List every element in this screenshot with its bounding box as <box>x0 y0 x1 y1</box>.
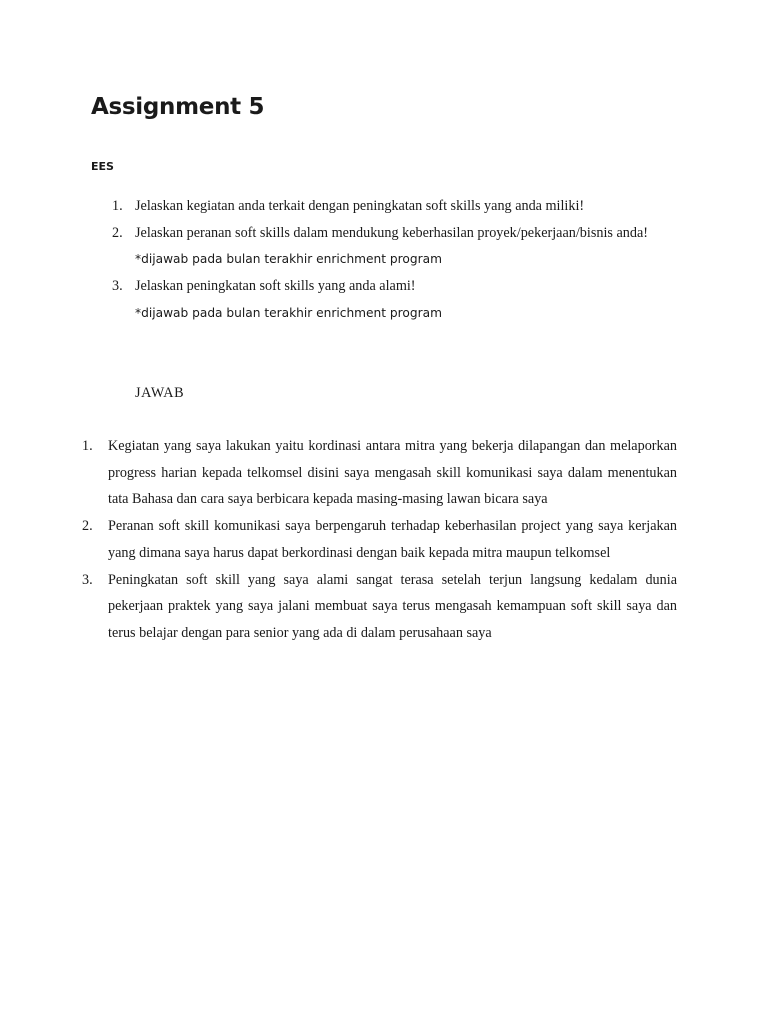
answer-text: Peranan soft skill komunikasi saya berpengaruh terhadap keberhasilan project yang saya kerjakan yang dimana saya harus dapat berkordinasi dengan baik kepada mitra maupun telkomsel <box>108 518 677 561</box>
answer-item <box>82 567 677 647</box>
answer-item <box>82 433 677 513</box>
document-subtitle: EES <box>91 160 114 173</box>
question-note: *dijawab pada bulan terakhir enrichment program <box>135 252 442 267</box>
answer-item <box>82 513 677 566</box>
document-title: Assignment 5 <box>91 94 265 120</box>
answer-text: Peningkatan soft skill yang saya alami sangat terasa setelah terjun langsung kedalam dunia pekerjaan praktek yang saya jalani membuat saya terus mengasah kemampuan soft skill saya dan terus belajar dengan para senior yang ada di dalam perusahaan saya <box>108 571 677 641</box>
answer-heading: JAWAB <box>135 385 185 401</box>
question-number: 2. <box>112 224 123 241</box>
question-number: 1. <box>112 198 123 214</box>
answer-number: 3. <box>82 571 93 588</box>
answer-list <box>82 433 677 647</box>
question-number: 3. <box>112 278 123 295</box>
answer-number: 2. <box>82 518 93 535</box>
question-text: Jelaskan peranan soft skills dalam mendukung keberhasilan proyek/pekerjaan/bisnis anda! <box>135 224 648 241</box>
answer-text: Kegiatan yang saya lakukan yaitu kordinasi antara mitra yang bekerja dilapangan dan melaporkan progress harian kepada telkomsel disini saya mengasah skill komunikasi saya dalam menentukan tata Bahasa dan cara saya berbicara kepada masing-masing lawan bicara saya <box>108 438 677 508</box>
answer-number: 1. <box>82 438 93 454</box>
question-item <box>108 193 677 220</box>
question-text: Jelaskan peningkatan soft skills yang anda alami! <box>135 278 416 295</box>
question-item <box>108 273 677 326</box>
question-note: *dijawab pada bulan terakhir enrichment program <box>135 305 442 320</box>
question-text: Jelaskan kegiatan anda terkait dengan peningkatan soft skills yang anda miliki! <box>135 198 585 214</box>
question-item <box>108 220 677 273</box>
question-list <box>108 193 677 327</box>
